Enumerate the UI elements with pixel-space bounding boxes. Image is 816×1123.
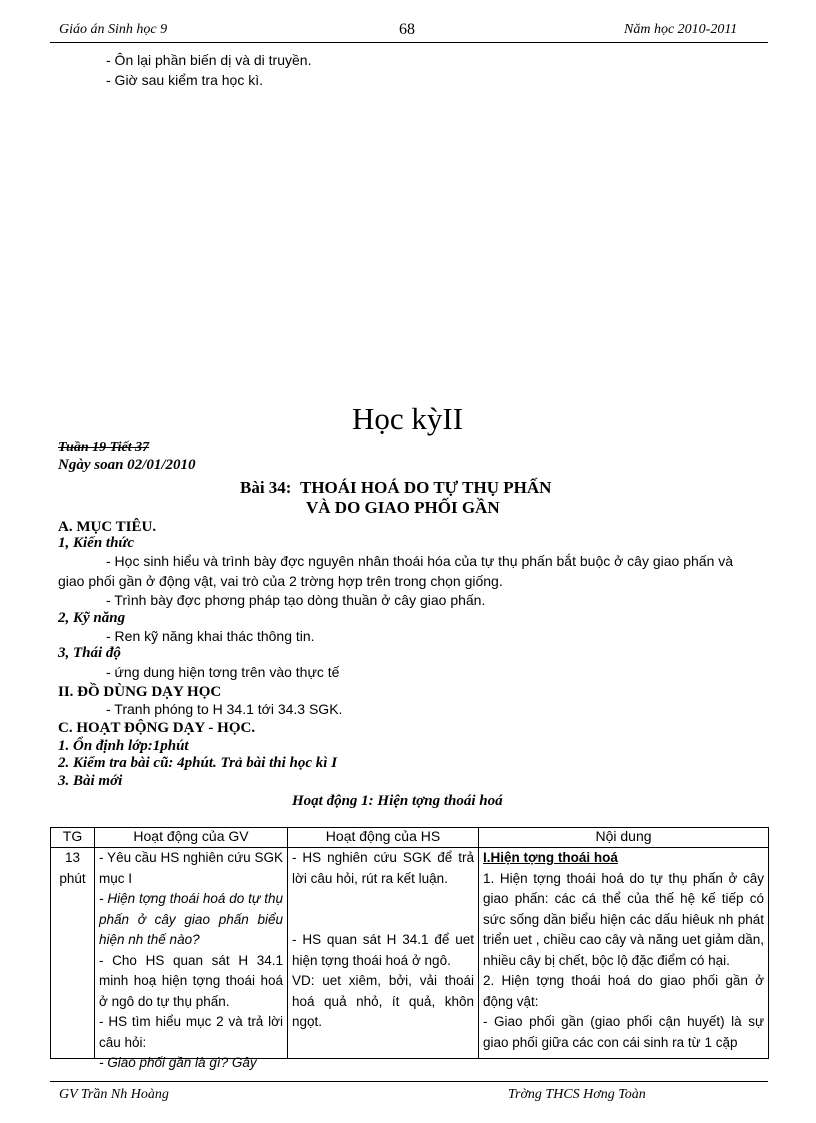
week-label: Tuần 19 Tiết 37: [58, 440, 150, 455]
hs-line: - HS quan sát H 34.1 để uet hiện tợng thoái hoá ở ngô.: [292, 932, 474, 968]
tg-unit: phút: [59, 870, 86, 886]
knowledge-heading: 1, Kiến thức: [58, 535, 135, 551]
lesson-title-line1: THOÁI HOÁ DO TỰ THỤ PHẤN: [300, 478, 552, 497]
materials-heading: II. ĐỒ DÙNG DẠY HỌC: [58, 684, 222, 700]
objectives-heading: A. MỤC TIÊU.: [58, 519, 157, 535]
tg-minutes: 13: [64, 850, 81, 865]
activity-title: Hoạt động 1: Hiện tợng thoái hoá: [292, 793, 503, 809]
table-header-content: Nội dung: [479, 828, 769, 848]
attitude-line: - ứng dung hiện tơng trên vào thực tế: [106, 664, 340, 680]
page-number: 68: [399, 21, 415, 38]
table-header-row: [51, 828, 769, 848]
content-heading: I.Hiện tợng thoái hoá: [483, 850, 618, 865]
footer-right: Trờng THCS Hơng Toàn: [508, 1087, 646, 1102]
skills-line: - Ren kỹ năng khai thác thông tin.: [106, 628, 315, 644]
intro-line: - Giờ sau kiểm tra học kì.: [106, 72, 264, 88]
semester-title: Học kỳII: [352, 401, 464, 436]
lesson-label: Bài 34:: [240, 478, 292, 497]
step-3: 3. Bài mới: [58, 773, 123, 789]
skills-heading: 2, Kỹ năng: [58, 610, 126, 626]
content-cell: [479, 848, 769, 1059]
attitude-heading: 3, Thái độ: [58, 645, 121, 661]
gv-line: - HS tìm hiểu mục 2 và trả lời câu hỏi:: [99, 1014, 283, 1050]
knowledge-line: - Học sinh hiểu và trình bày đợc nguyên nhân thoái hóa của tự thụ phấn bắt buộc ở cây giao phấn và: [106, 553, 734, 569]
tg-cell: [51, 848, 95, 1059]
lesson-table: [50, 827, 769, 1070]
content-line: 1. Hiện tợng thoái hoá do tự thụ phấn ở cây giao phấn: các cá thể của thế hệ kế tiếp có sức sống dần biểu hiện các dấu hiêuk nh phát triển uet , chiều cao cây và năng uet giảm dần, nhiều cây bị chết, bộc lộ đặc điểm có hại.: [483, 870, 764, 968]
table-header-hs: Hoạt động của HS: [288, 828, 479, 848]
step-1: 1. Ổn định lớp:1phút: [58, 738, 189, 754]
content-line: 2. Hiện tợng thoái hoá do giao phối gần ở động vật:: [483, 973, 764, 1009]
gv-line: - Giao phối gần là gì? Gây: [99, 1055, 257, 1070]
footer-rule: [50, 1081, 768, 1082]
content-line: - Giao phối gần (giao phối cận huyết) là sự giao phối giữa các con cái sinh ra từ 1 cặp: [483, 1014, 764, 1050]
hs-cell: [288, 848, 479, 1059]
header-right: Năm học 2010-2011: [624, 22, 738, 37]
footer-left: GV Trần Nh Hoàng: [59, 1087, 169, 1102]
gv-cell: [95, 848, 288, 1070]
date-label: Ngày soan 02/01/2010: [58, 457, 196, 473]
knowledge-line: - Trình bày đợc phơng pháp tạo dòng thuần ở cây giao phấn.: [106, 592, 486, 608]
table-row: [51, 848, 769, 1059]
gv-line: - Hiện tợng thoái hoá do tự thụ phấn ở cây giao phấn biểu hiện nh thế nào?: [99, 891, 283, 947]
knowledge-line: giao phối gần ở động vật, vai trò của 2 trờng hợp trên trong chọn giống.: [58, 573, 503, 589]
lesson-title-line2: VÀ DO GIAO PHỐI GẦN: [306, 498, 500, 517]
hs-line: VD: uet xiêm, bởi, vải thoái hoá quả nhỏ, ít quả, khôn ngọt.: [292, 973, 474, 1029]
gv-line: - Yêu cầu HS nghiên cứu SGK mục I: [99, 850, 283, 886]
gv-line: - Cho HS quan sát H 34.1 minh hoạ hiện tợng thoái hoá ở ngô do tự thụ phấn.: [99, 952, 283, 1009]
activities-heading: C. HOẠT ĐỘNG DẠY - HỌC.: [58, 720, 256, 736]
table-header-tg: TG: [51, 828, 95, 848]
materials-line: - Tranh phóng to H 34.1 tới 34.3 SGK.: [106, 701, 343, 717]
table-header-gv: Hoạt động của GV: [95, 828, 288, 848]
hs-line: - HS nghiên cứu SGK để trả lời câu hỏi, rút ra kết luận.: [292, 850, 474, 886]
intro-line: - Ôn lại phần biến dị và di truyền.: [106, 52, 312, 68]
step-2: 2. Kiểm tra bài cũ: 4phút. Trả bài thi học kì I: [58, 755, 338, 771]
header-rule: [50, 42, 768, 43]
header-left: Giáo án Sinh học 9: [59, 22, 168, 37]
